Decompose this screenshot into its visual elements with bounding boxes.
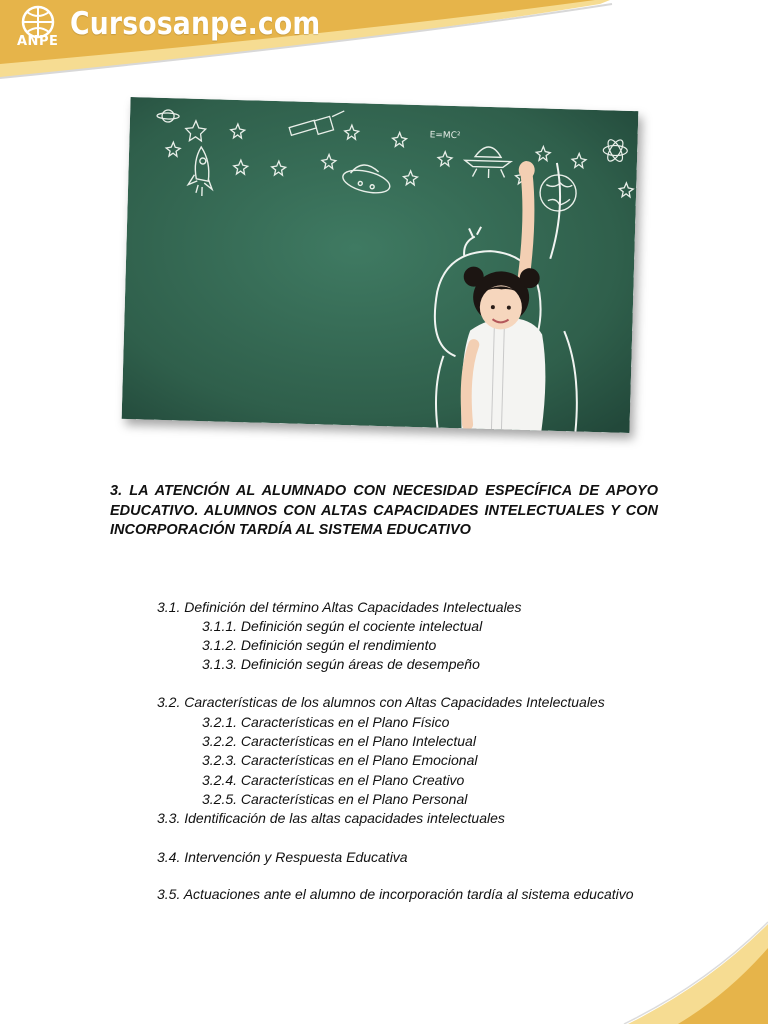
toc-item-3-4: 3.4. Intervención y Respuesta Educativa <box>157 849 408 865</box>
header-band <box>0 0 768 90</box>
toc-item-3-3: 3.3. Identificación de las altas capacidades intelectuales <box>157 810 505 826</box>
chalkboard-girl-illustration <box>122 97 639 433</box>
formula-doodle: E=MC² <box>429 130 461 142</box>
toc-item-3-2: 3.2. Características de los alumnos con Altas Capacidades Intelectuales <box>157 694 605 710</box>
toc-item-3-5: 3.5. Actuaciones ante el alumno de incorporación tardía al sistema educativo <box>157 886 634 902</box>
toc-item-3-1-2: 3.1.2. Definición según el rendimiento <box>202 637 437 653</box>
toc-item-3-1-3: 3.1.3. Definición según áreas de desempeño <box>202 656 480 672</box>
toc-item-3-2-4: 3.2.4. Características en el Plano Creativo <box>202 772 465 788</box>
section-heading: 3. LA ATENCIÓN AL ALUMNADO CON NECESIDAD ESPECÍFICA DE APOYO EDUCATIVO. ALUMNOS CON ALTAS CAPACIDADES INTELECTUALES Y CON INCORPORACIÓN TARDÍA AL SISTEMA EDUCATIVO <box>110 483 658 538</box>
toc-item-3-2-3: 3.2.3. Características en el Plano Emocional <box>202 752 478 768</box>
toc-item-3-1: 3.1. Definición del término Altas Capacidades Intelectuales <box>157 599 522 615</box>
toc-item-3-1-1: 3.1.1. Definición según el cociente intelectual <box>202 618 483 634</box>
logo-text: ANPE <box>17 34 59 49</box>
hero-photo <box>122 97 639 433</box>
toc-item-3-2-5: 3.2.5. Características en el Plano Personal <box>202 791 468 807</box>
toc-item-3-2-1: 3.2.1. Características en el Plano Físico <box>202 714 450 730</box>
brand-title: Cursosanpe.com <box>70 6 321 42</box>
footer-swoosh <box>588 914 768 1024</box>
toc-item-3-2-2: 3.2.2. Características en el Plano Intelectual <box>202 733 476 749</box>
